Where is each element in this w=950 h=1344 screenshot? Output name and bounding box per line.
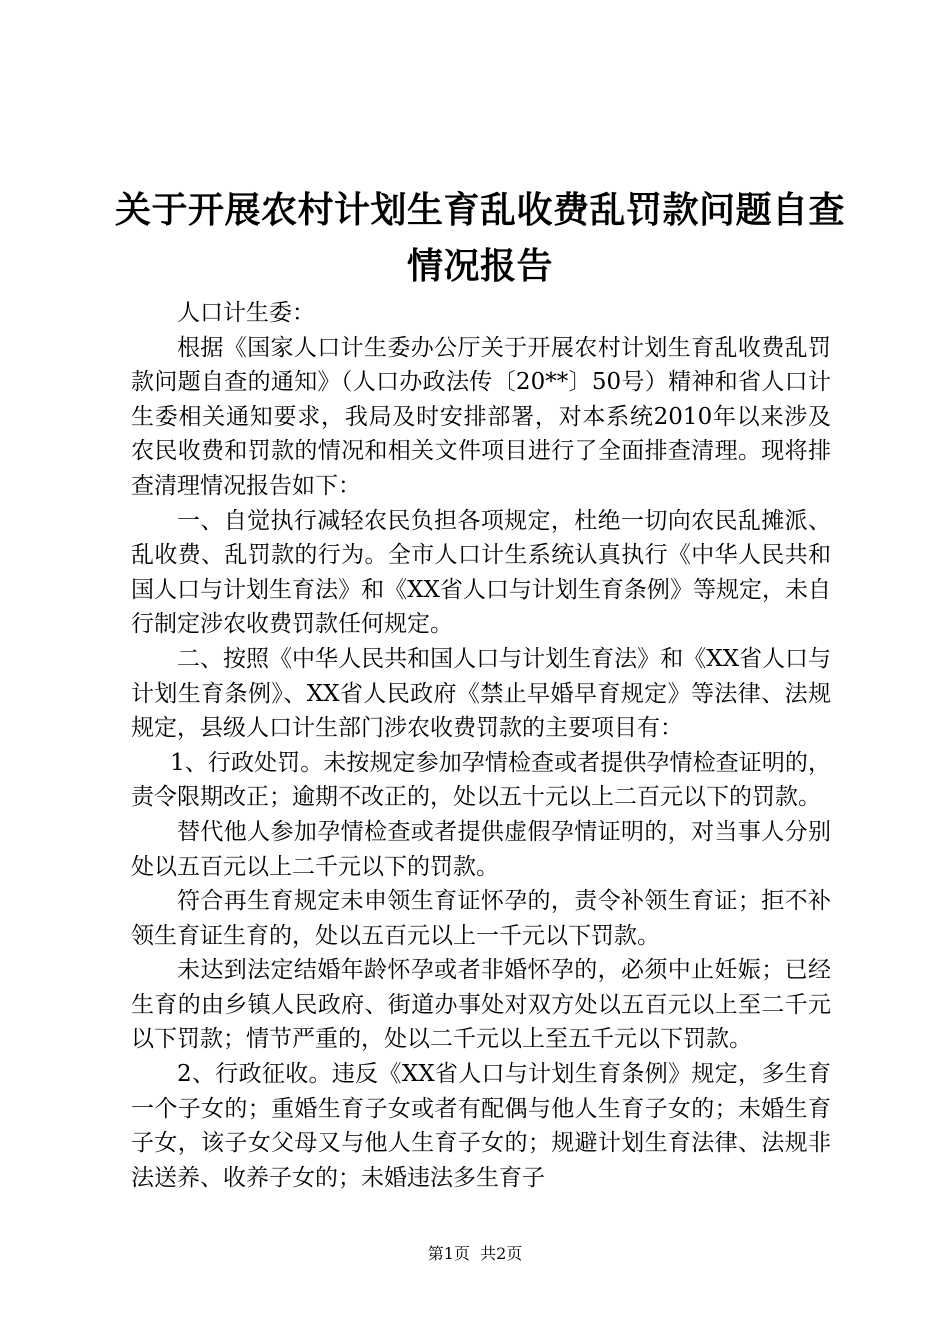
paragraph-substitute-check: 替代他人参加孕情检查或者提供虚假孕情证明的，对当事人分别处以五百元以上二千元以下的罚款。	[131, 818, 831, 880]
paragraph-item-1: 1、行政处罚。未按规定参加孕情检查或者提供孕情检查证明的，责令限期改正；逾期不改正的，处以五十元以上二百元以下的罚款。	[131, 749, 831, 811]
paragraph-birth-permit: 符合再生育规定未申领生育证怀孕的，责令补领生育证；拒不补领生育证生育的，处以五百元以上一千元以下罚款。	[131, 888, 831, 949]
title-line-1: 关于开展农村计划生育乱收费乱罚款问题自查	[114, 190, 845, 231]
page-number: 第1页 共2页	[427, 1244, 523, 1263]
paragraph-underage-pregnancy: 未达到法定结婚年龄怀孕或者非婚怀孕的，必须中止妊娠；已经生育的由乡镇人民政府、街道办事处对双方处以五百元以上至二千元以下罚款；情节严重的，处以二千元以上至五千元以下罚款。	[131, 957, 831, 1053]
paragraph-item-2: 2、行政征收。违反《XX省人口与计划生育条例》规定，多生育一个子女的；重婚生育子女或者有配偶与他人生育子女的；未婚生育子女，该子女父母又与他人生育子女的；规避计划生育法律、法规非法送养、收养子女的；未婚违法多生育子	[131, 1061, 831, 1191]
paragraph-intro: 根据《国家人口计生委办公厅关于开展农村计划生育乱收费乱罚款问题自查的通知》（人口办政法传〔20**〕50号）精神和省人口计生委相关通知要求，我局及时安排部署，对本系统2010年以来涉及农民收费和罚款的情况和相关文件项目进行了全面排查清理。现将排查清理情况报告如下：	[131, 334, 831, 499]
salutation: 人口计生委：	[177, 300, 315, 326]
paragraph-section-2: 二、按照《中华人民共和国人口与计划生育法》和《XX省人口与计划生育条例》、XX省人民政府《禁止早婚早育规定》等法律、法规规定，县级人口计生部门涉农收费罚款的主要项目有：	[131, 645, 831, 742]
document-body	[131, 296, 831, 1195]
paragraph-section-1: 一、自觉执行减轻农民负担各项规定，杜绝一切向农民乱摊派、乱收费、乱罚款的行为。全市人口计生系统认真执行《中华人民共和国人口与计划生育法》和《XX省人口与计划生育条例》等规定，未自行制定涉农收费罚款任何规定。	[131, 507, 831, 638]
document-title	[110, 183, 850, 295]
page-footer	[0, 1244, 950, 1264]
title-line-2: 情况报告	[406, 246, 553, 287]
